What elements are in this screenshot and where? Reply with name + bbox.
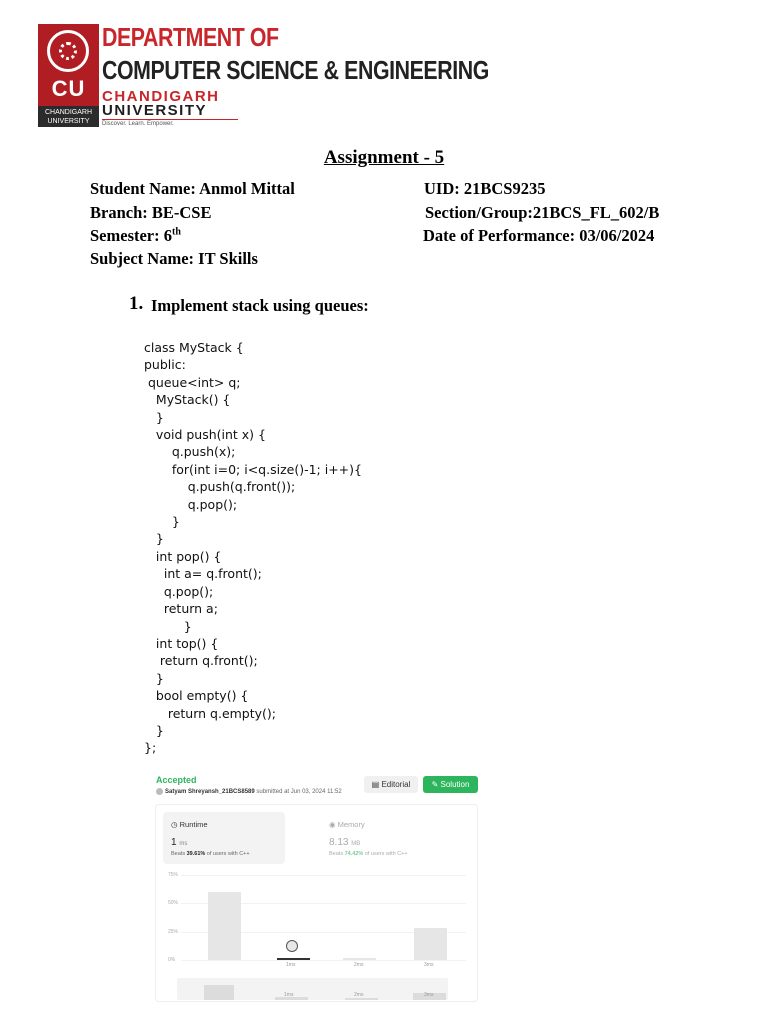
- logo-sub: CHANDIGARH UNIVERSITY: [38, 106, 99, 127]
- leetcode-result: [151, 770, 482, 1006]
- mini-x-label: 3ms: [424, 992, 434, 998]
- runtime-beats-suffix: of users with C++: [206, 851, 250, 857]
- memory-beats-value: 74.42%: [344, 851, 364, 857]
- assignment-title: Assignment - 5: [323, 147, 445, 168]
- y-tick-label: 75%: [168, 872, 179, 878]
- mini-chart-bar: [204, 985, 234, 1000]
- memory-beats: [329, 851, 408, 857]
- student-name: Student Name: Anmol Mittal: [90, 179, 295, 198]
- university-line1: CHANDIGARH: [102, 88, 220, 105]
- memory-value: [329, 837, 360, 848]
- university-logo: [38, 24, 99, 127]
- memory-unit: MB: [351, 841, 361, 847]
- subject-name: Subject Name: IT Skills: [90, 249, 258, 268]
- logo-text: CU: [51, 76, 86, 101]
- edit-icon: ✎: [431, 780, 439, 789]
- emblem-icon: [47, 30, 89, 72]
- chart-bar[interactable]: [343, 958, 376, 960]
- mini-x-label: 2ms: [354, 992, 364, 998]
- editorial-button[interactable]: [364, 776, 418, 793]
- runtime-beats: [171, 851, 250, 857]
- status-accepted: Accepted: [156, 775, 197, 785]
- book-icon: ▤: [371, 780, 380, 789]
- y-tick-label: 25%: [168, 928, 179, 935]
- submitted-at: submitted at Jun 03, 2024 11:52: [256, 789, 342, 796]
- your-result-marker: [286, 940, 298, 952]
- x-tick-label: 2ms: [354, 962, 364, 968]
- memory-beats-suffix: of users with C++: [364, 851, 408, 857]
- question-number: 1.: [129, 293, 144, 314]
- grid-line: [181, 875, 466, 876]
- memory-label-text: Memory: [337, 820, 365, 829]
- question-text: Implement stack using queues:: [151, 296, 369, 315]
- runtime-beats-prefix: Beats: [171, 851, 186, 857]
- runtime-unit: ms: [179, 841, 188, 847]
- grid-line: [181, 960, 466, 961]
- solution-button[interactable]: [423, 776, 478, 793]
- divider: [102, 119, 238, 120]
- memory-beats-prefix: Beats: [329, 851, 344, 857]
- memory-label[interactable]: ◉ Memory: [329, 820, 365, 829]
- runtime-card[interactable]: [163, 812, 285, 864]
- avatar-icon: [156, 788, 163, 795]
- semester-text: Semester: 6: [90, 226, 173, 245]
- submitter-name: Satyam Shreyansh_21BCS8589: [165, 789, 255, 796]
- runtime-label-text: Runtime: [179, 820, 208, 829]
- university-line2: UNIVERSITY: [102, 102, 208, 119]
- department-line2: COMPUTER SCIENCE & ENGINEERING: [102, 55, 489, 85]
- submission-info: [156, 788, 342, 795]
- semester-sup: th: [172, 226, 181, 238]
- student-section: Section/Group:21BCS_FL_602/B: [425, 203, 660, 222]
- solution-label: Solution: [440, 780, 470, 789]
- department-line1: DEPARTMENT OF: [102, 22, 279, 52]
- runtime-number: 1: [171, 837, 177, 848]
- runtime-beats-value: 39.61%: [186, 851, 206, 857]
- tagline: Discover. Learn. Empower.: [102, 121, 174, 127]
- editorial-label: Editorial: [381, 780, 411, 789]
- chart-bar[interactable]: [208, 892, 241, 960]
- student-uid: UID: 21BCS9235: [424, 179, 546, 198]
- chart-bar[interactable]: [414, 928, 447, 960]
- mini-x-label: 1ms: [284, 992, 294, 998]
- runtime-label: ◷ Runtime: [171, 820, 208, 829]
- x-tick-label: 1ms: [286, 962, 296, 968]
- y-tick-label: 50%: [168, 900, 179, 907]
- date-of-performance: Date of Performance: 03/06/2024: [423, 226, 655, 245]
- chart-bar[interactable]: [277, 958, 310, 960]
- y-tick-label: 0%: [168, 957, 176, 963]
- memory-number: 8.13: [329, 837, 349, 848]
- runtime-value: [171, 837, 187, 848]
- code-block: class MyStack { public: queue<int> q; MyStack() { } void push(int x) { q.push(x); for(int i=0; i<q.size()-1; i++){ q.push(q.front()); q.pop(); } } int pop() { int a= q.front(); q.pop(); return a; } int top() { return q.front(); } bool empty() { return q.empty(); } };: [144, 340, 362, 756]
- student-branch: Branch: BE-CSE: [90, 203, 212, 222]
- x-tick-label: 3ms: [424, 962, 434, 968]
- mini-chart-bar: [345, 998, 378, 1000]
- student-semester: [90, 226, 181, 246]
